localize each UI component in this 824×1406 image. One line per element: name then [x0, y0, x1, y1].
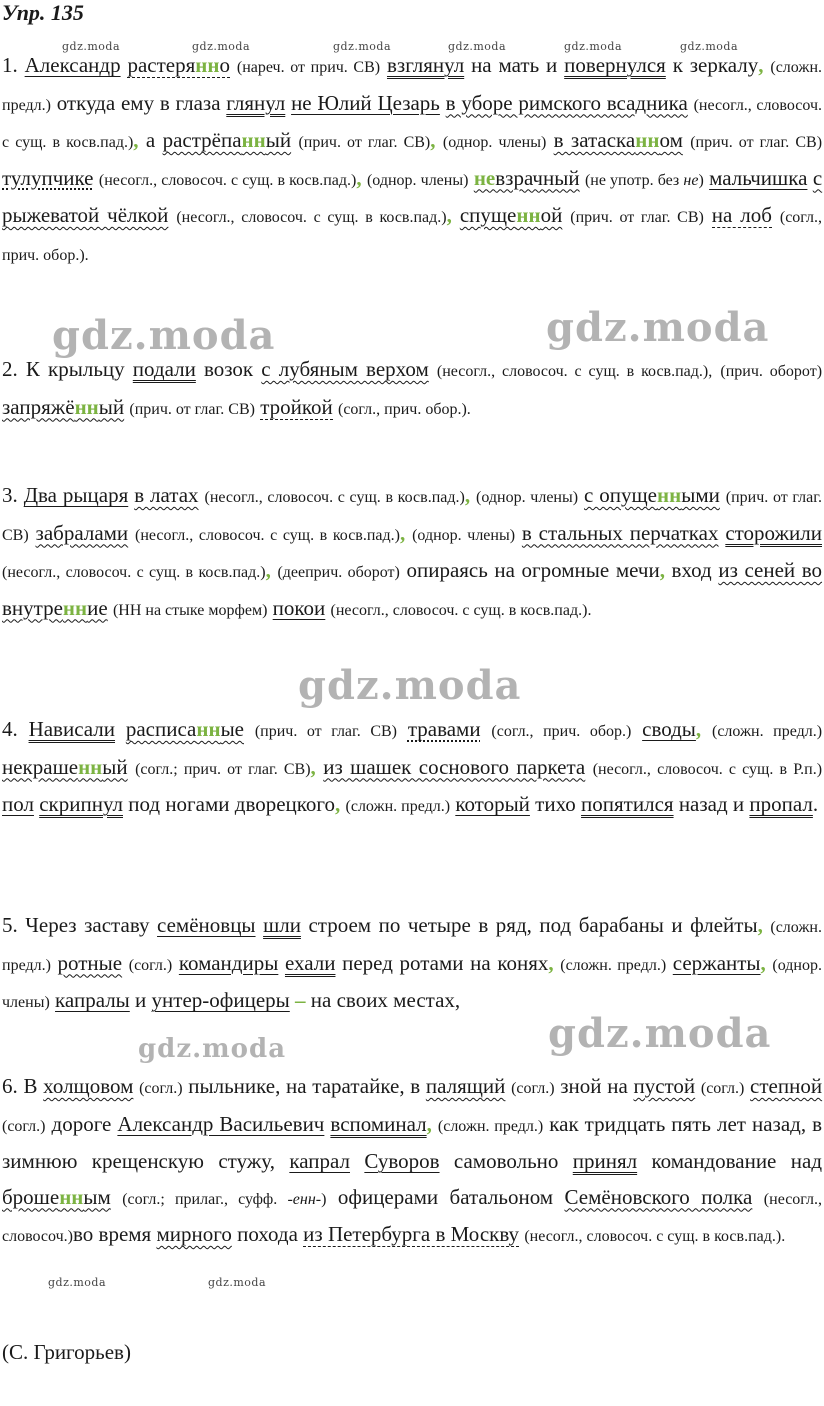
note: (нареч. от прич. СВ) [236, 59, 381, 76]
comma: , [426, 1111, 432, 1136]
watermark: gdz.moda [564, 40, 623, 53]
predicate: взглянул [386, 53, 465, 77]
comma: , [464, 483, 471, 507]
text: . [812, 792, 819, 816]
author: (С. Григорьев) [2, 1340, 131, 1364]
exercise-title: Упр. 135 [2, 0, 84, 25]
watermark: gdz.moda [208, 1276, 267, 1289]
attribute: в латах [134, 483, 199, 507]
predicate: принял [572, 1149, 638, 1173]
attribute: брошенным [2, 1184, 111, 1209]
note: (согл.) [2, 1117, 46, 1135]
note: (несогл., словосоч. с сущ. в косв.пад.) [98, 171, 357, 189]
note: (сложн. предл.) [2, 919, 822, 974]
paragraph-3 [2, 478, 822, 628]
text: командование над [651, 1149, 822, 1173]
object: тройкой [260, 394, 333, 419]
dash: – [295, 988, 306, 1012]
note: (сложн. предл.) [437, 1117, 544, 1135]
text: офицерами батальоном [337, 1184, 554, 1209]
note: (несогл., словосоч. с сущ. в косв.пад.) [135, 526, 400, 544]
note: (согл.) [700, 1080, 745, 1097]
predicate: шли [263, 913, 301, 937]
subject: который [455, 792, 530, 816]
adverbial: на лоб [711, 203, 772, 227]
paragraph-5 [2, 908, 822, 1021]
text: перед ротами на конях [342, 950, 549, 975]
subject: Александр [24, 53, 121, 77]
note: (несогл., словосоч. с сущ. в косв.пад.). [524, 1228, 786, 1245]
predicate: ехали [284, 950, 336, 975]
attribute: невзрачный [473, 165, 580, 190]
note: (однор. члены) [476, 489, 579, 506]
note: (не употр. без не) [584, 171, 704, 189]
text: на своих местах, [310, 988, 461, 1012]
paragraph-1 [2, 48, 822, 273]
comma: , [356, 165, 362, 190]
watermark: gdz.moda [48, 1276, 107, 1289]
object: травами [407, 717, 481, 741]
note: (сложн. предл.) [345, 798, 451, 815]
note: (несогл., словосоч. с сущ. в косв.пад.) [176, 209, 447, 226]
subject: не Юлий Цезарь [291, 90, 440, 115]
text: назад и [678, 792, 745, 816]
attribute: из сеней во внутренние [2, 558, 823, 620]
watermark: gdz.moda [680, 40, 739, 53]
attribute: с опущенными [584, 483, 720, 507]
item-number: 5. [2, 913, 18, 937]
text: под ногами дворецкого [128, 792, 336, 816]
note: (сложн. предл.) [560, 956, 667, 974]
attribute: растрёпанный [162, 128, 292, 152]
attribute: пустой [633, 1074, 696, 1098]
note: (согл.; прич. от глаг. СВ) [135, 760, 311, 778]
word: растерянно [127, 53, 230, 77]
note: (однор. члены) [2, 956, 822, 1011]
attribute: расписанные [125, 717, 244, 741]
note: (сложн. предл.) [711, 723, 823, 740]
note: (однор. члены) [442, 134, 547, 151]
note: (согл., прич. обор.). [337, 400, 471, 418]
comma: , [760, 950, 766, 975]
item-number: 6. [2, 1074, 18, 1098]
text: откуда ему в глаза [56, 90, 221, 115]
attribute: спущенной [459, 203, 563, 227]
text: на мать и [471, 53, 558, 77]
note: (НН на стыке морфем) [112, 601, 268, 619]
predicate: попятился [581, 792, 674, 816]
item-number: 3. [2, 483, 18, 507]
comma: , [310, 754, 316, 779]
note: (согл.) [128, 956, 173, 974]
subject: капрал [289, 1149, 350, 1173]
predicate: сторожили [725, 520, 822, 545]
predicate: Нависали [28, 717, 116, 741]
attribute: в уборе римского всадника [445, 90, 688, 115]
note: (согл.) [511, 1080, 555, 1097]
watermark: gdz.moda [298, 662, 522, 709]
text: пыльнике, на таратайке, в [188, 1074, 421, 1098]
attribute: некрашенный [2, 754, 128, 779]
text: похода [237, 1222, 298, 1246]
comma: , [695, 717, 702, 741]
text: Через заставу [25, 913, 150, 937]
subject: Александр Васильевич [117, 1111, 325, 1136]
note: (прич. от глаг. СВ) [2, 489, 823, 544]
note: (несогл., словосоч. с сущ. в косв.пад.), [436, 363, 713, 380]
note: (дееприч. оборот) [277, 564, 400, 581]
subject: семёновцы [157, 913, 256, 937]
text: В [23, 1074, 38, 1098]
text: зной на [560, 1074, 628, 1098]
adverbial: из Петербурга в Москву [303, 1222, 520, 1246]
comma: , [133, 128, 139, 152]
note: (однор. члены) [412, 526, 516, 544]
text: опираясь на огромные мечи [406, 558, 660, 582]
subject: командиры [178, 950, 279, 975]
attribute: запряжённый [2, 394, 125, 419]
attribute: с лубяным верхом [261, 357, 429, 381]
subject: покои [272, 595, 326, 620]
predicate: повернулся [564, 53, 666, 77]
text: и [135, 988, 147, 1012]
attribute: мирного [156, 1222, 232, 1246]
note: (несогл., словосоч. с сущ. в косв.пад.) [2, 564, 266, 581]
subject: Суворов [364, 1149, 440, 1173]
watermark: gdz.moda [333, 40, 392, 53]
predicate: глянул [226, 90, 286, 115]
note: (несогл., словосоч. с сущ. в косв.пад.) [204, 489, 465, 506]
text: тихо [535, 792, 576, 816]
text: как тридцать пять лет назад, в зимнюю крещенскую стужу, [2, 1111, 823, 1173]
watermark: gdz.moda [546, 304, 770, 351]
comma: , [758, 53, 764, 77]
text: вход [671, 558, 712, 582]
text: во время [73, 1222, 152, 1246]
note: (несогл., словосоч. с сущ. в Р.п.) [592, 760, 823, 778]
note: (прич. от глаг. СВ) [570, 209, 704, 226]
item-number: 2. [2, 357, 18, 381]
subject: Два рыцаря [23, 483, 129, 507]
watermark: gdz.moda [62, 40, 121, 53]
watermark: gdz.moda [52, 312, 276, 359]
subject: унтер-офицеры [151, 988, 290, 1012]
note: (сложн. предл.) [2, 59, 823, 114]
attribute: ротные [57, 950, 123, 975]
attribute: степной [750, 1074, 823, 1098]
paragraph-4 [2, 712, 822, 825]
note: (согл., прич. обор.) [491, 723, 632, 740]
watermark: gdz.moda [548, 1010, 772, 1057]
attribute: с рыжеватой чёлкой [2, 165, 823, 227]
attribute: в стальных перчатках [521, 520, 719, 545]
attribute: в затасканном [553, 128, 683, 152]
comma: , [548, 950, 554, 975]
note: (прич. от глаг. СВ) [129, 400, 255, 418]
watermark: gdz.moda [192, 40, 251, 53]
attribute: холщовом [43, 1074, 134, 1098]
paragraph-6 [2, 1069, 822, 1255]
comma: , [659, 558, 665, 582]
note: (прич. оборот) [720, 363, 823, 380]
comma: , [446, 203, 452, 227]
text: К крыльцу [25, 357, 125, 381]
watermark: gdz.moda [138, 1034, 287, 1064]
subject: мальчишка [709, 165, 808, 190]
attribute: забралами [35, 520, 129, 545]
subject: пол [2, 792, 34, 816]
subject: сержанты [672, 950, 761, 975]
text: а [145, 128, 156, 152]
comma: , [399, 520, 406, 545]
attribute: из шашек соснового паркета [323, 754, 586, 779]
text: самовольно [453, 1149, 559, 1173]
note: (прич. от глаг. СВ) [690, 134, 823, 151]
comma: , [335, 792, 341, 816]
predicate: вспоминал [330, 1111, 427, 1136]
attribute: Семёновского полка [564, 1184, 753, 1209]
object: тулупчике [2, 165, 94, 190]
comma: , [757, 913, 763, 937]
item-number: 1. [2, 53, 18, 77]
comma: , [430, 128, 436, 152]
note: (несогл., словосоч. с сущ. в косв.пад.) [2, 96, 822, 151]
text: дороге [51, 1111, 112, 1136]
subject: своды [642, 717, 696, 741]
text: строем по четыре в ряд, под барабаны и флейты [308, 913, 758, 937]
note: (согл.; прилаг., суфф. -енн-) [122, 1190, 327, 1208]
text: к зеркалу [672, 53, 759, 77]
note: (прич. от глаг. СВ) [254, 723, 398, 740]
comma: , [265, 558, 271, 582]
item-number: 4. [2, 717, 18, 741]
note: (несогл., словосоч. с сущ. в косв.пад.). [330, 601, 592, 619]
note: (несогл., словосоч.) [2, 1190, 823, 1245]
attribute: палящий [425, 1074, 506, 1098]
note: (прич. от глаг. СВ) [298, 134, 431, 151]
subject: капралы [55, 988, 130, 1012]
note: (однор. члены) [366, 171, 469, 189]
paragraph-2 [2, 352, 822, 427]
predicate: подали [132, 357, 196, 381]
text: возок [203, 357, 254, 381]
note: (согл.) [139, 1080, 183, 1097]
predicate: пропал [749, 792, 813, 816]
predicate: скрипнул [39, 792, 123, 816]
watermark: gdz.moda [448, 40, 507, 53]
note: (согл., прич. обор.). [2, 209, 823, 264]
